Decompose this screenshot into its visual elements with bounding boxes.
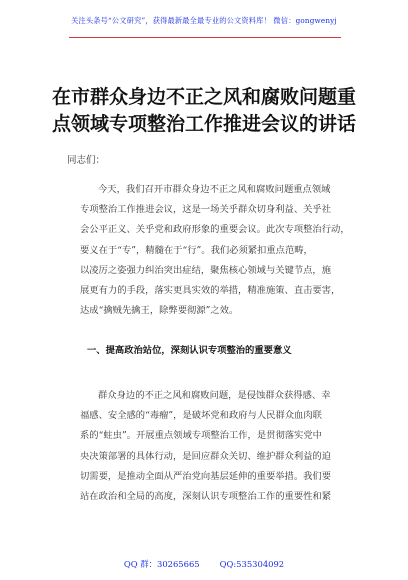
text-line: 群众身边的不正之风和腐败问题，是侵蚀群众获得感、幸	[98, 390, 331, 401]
qq-number-text: QQ:535304092	[219, 559, 285, 569]
header-divider	[69, 37, 341, 38]
text-line: 站在政治和全局的高度，深刻认识专项整治工作的重要性和紧	[80, 491, 332, 503]
text-line: 专项整治工作推进会议，这是一场关乎群众切身利益、关乎社	[80, 204, 332, 216]
text-line: 会公平正义、关乎党和政府形象的重要会议。此次专项整治行动，	[80, 224, 350, 236]
text-line: 系的“蛀虫”。开展重点领域专项整治工作，是贯彻落实党中	[80, 430, 322, 442]
text-line: 切需要，是推动全面从严治党向基层延伸的重要举措。我们要	[80, 470, 332, 482]
title-line: 点领域专项整治工作推进会议的讲话	[51, 113, 356, 135]
document-title	[0, 84, 408, 138]
text-line: 央决策部署的具体行动，是回应群众关切、维护群众利益的迫	[80, 450, 332, 462]
header-banner: 关注头条号“公文研究”，获得最新最全最专业的公文资料库！ 微信：gongwenyj	[71, 16, 337, 25]
text-line: 福感、安全感的“毒瘤”，是破坏党和政府与人民群众血肉联	[80, 410, 322, 422]
footer-contact	[0, 558, 408, 570]
text-line: 今天，我们召开市群众身边不正之风和腐败问题重点领域	[98, 184, 331, 195]
salutation: 同志们：	[67, 155, 106, 166]
title-line: 在市群众身边不正之风和腐败问题重	[51, 86, 356, 108]
paragraph-opening	[80, 180, 350, 321]
text-line: 展更有力的手段，落实更具实效的举措，精准施策、直击要害，	[80, 285, 341, 297]
paragraph-section1	[80, 386, 342, 507]
qq-group-text: QQ 群：30265665	[123, 559, 200, 569]
section-heading: 一、提高政治站位，深刻认识专项整治的重要意义	[87, 345, 292, 356]
text-line: 以凌厉之姿强力纠治突出症结，聚焦核心领域与关键节点，施	[80, 264, 332, 276]
text-line: 要义在于“专”，精髓在于“行”。我们必须紧扣重点范畴，	[80, 244, 313, 256]
text-line: 达成“擒贼先擒王，除弊要彻源”之效。	[80, 305, 239, 317]
